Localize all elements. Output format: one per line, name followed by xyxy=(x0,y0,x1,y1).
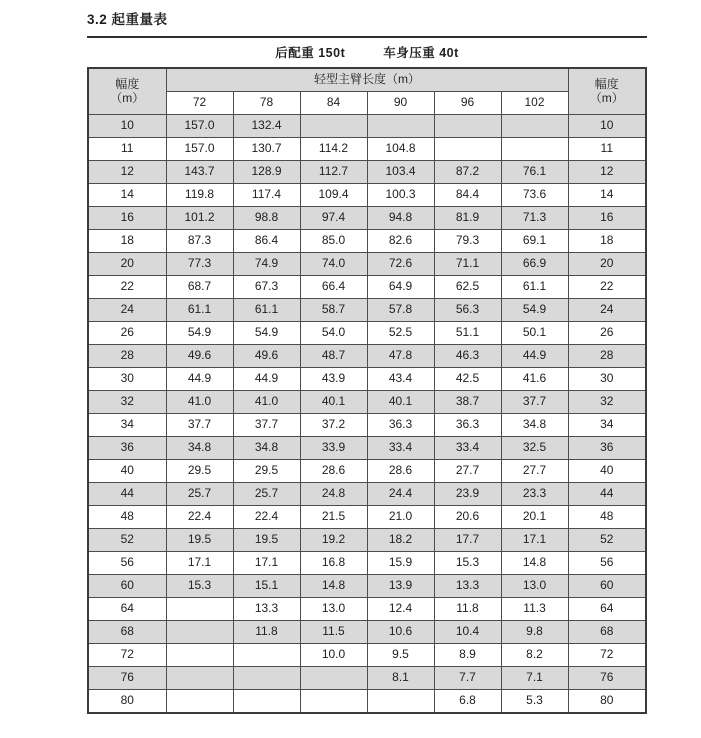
capacity-cell: 49.6 xyxy=(233,345,300,368)
capacity-cell: 54.9 xyxy=(501,299,568,322)
radius-cell-right: 12 xyxy=(568,161,646,184)
capacity-cell: 81.9 xyxy=(434,207,501,230)
capacity-cell: 51.1 xyxy=(434,322,501,345)
capacity-cell: 12.4 xyxy=(367,598,434,621)
capacity-cell: 8.9 xyxy=(434,644,501,667)
capacity-cell: 71.3 xyxy=(501,207,568,230)
table-row xyxy=(88,230,646,253)
capacity-cell: 54.0 xyxy=(300,322,367,345)
capacity-cell: 15.3 xyxy=(166,575,233,598)
radius-cell-left: 36 xyxy=(88,437,166,460)
boom-length-header: 90 xyxy=(367,92,434,115)
radius-cell-left: 16 xyxy=(88,207,166,230)
table-row xyxy=(88,621,646,644)
radius-cell-left: 14 xyxy=(88,184,166,207)
capacity-cell: 24.8 xyxy=(300,483,367,506)
capacity-cell: 61.1 xyxy=(501,276,568,299)
capacity-cell xyxy=(233,667,300,690)
capacity-cell: 14.8 xyxy=(300,575,367,598)
radius-cell-left: 30 xyxy=(88,368,166,391)
table-row xyxy=(88,506,646,529)
radius-cell-right: 72 xyxy=(568,644,646,667)
capacity-cell: 66.4 xyxy=(300,276,367,299)
capacity-cell: 19.5 xyxy=(166,529,233,552)
capacity-cell: 71.1 xyxy=(434,253,501,276)
capacity-cell: 94.8 xyxy=(367,207,434,230)
table-row xyxy=(88,345,646,368)
radius-cell-right: 48 xyxy=(568,506,646,529)
capacity-cell: 86.4 xyxy=(233,230,300,253)
capacity-cell: 5.3 xyxy=(501,690,568,714)
capacity-cell: 34.8 xyxy=(501,414,568,437)
radius-header-left: 幅度 （m） xyxy=(88,68,166,115)
capacity-cell: 27.7 xyxy=(434,460,501,483)
capacity-cell: 42.5 xyxy=(434,368,501,391)
capacity-cell: 40.1 xyxy=(300,391,367,414)
table-row xyxy=(88,437,646,460)
radius-header-right: 幅度 （m） xyxy=(568,68,646,115)
radius-cell-left: 18 xyxy=(88,230,166,253)
radius-cell-left: 80 xyxy=(88,690,166,714)
capacity-cell: 36.3 xyxy=(367,414,434,437)
capacity-cell: 11.8 xyxy=(233,621,300,644)
radius-cell-right: 76 xyxy=(568,667,646,690)
capacity-cell xyxy=(434,115,501,138)
capacity-cell: 15.3 xyxy=(434,552,501,575)
capacity-cell: 27.7 xyxy=(501,460,568,483)
capacity-cell: 14.8 xyxy=(501,552,568,575)
radius-cell-left: 48 xyxy=(88,506,166,529)
capacity-cell: 19.2 xyxy=(300,529,367,552)
capacity-cell: 112.7 xyxy=(300,161,367,184)
section-title: 3.2 起重量表 xyxy=(87,12,168,27)
table-row xyxy=(88,644,646,667)
capacity-cell: 41.0 xyxy=(233,391,300,414)
radius-cell-left: 20 xyxy=(88,253,166,276)
capacity-cell: 74.9 xyxy=(233,253,300,276)
capacity-cell: 76.1 xyxy=(501,161,568,184)
capacity-cell: 25.7 xyxy=(166,483,233,506)
capacity-cell: 82.6 xyxy=(367,230,434,253)
capacity-cell: 100.3 xyxy=(367,184,434,207)
radius-cell-left: 24 xyxy=(88,299,166,322)
capacity-cell: 13.3 xyxy=(233,598,300,621)
capacity-cell: 61.1 xyxy=(233,299,300,322)
capacity-cell: 18.2 xyxy=(367,529,434,552)
radius-cell-left: 28 xyxy=(88,345,166,368)
radius-cell-right: 26 xyxy=(568,322,646,345)
radius-cell-right: 30 xyxy=(568,368,646,391)
radius-cell-right: 40 xyxy=(568,460,646,483)
capacity-cell: 25.7 xyxy=(233,483,300,506)
capacity-cell: 8.2 xyxy=(501,644,568,667)
capacity-cell: 15.9 xyxy=(367,552,434,575)
radius-cell-right: 10 xyxy=(568,115,646,138)
radius-cell-right: 11 xyxy=(568,138,646,161)
table-row xyxy=(88,391,646,414)
capacity-cell: 7.7 xyxy=(434,667,501,690)
capacity-cell: 6.8 xyxy=(434,690,501,714)
capacity-cell: 13.9 xyxy=(367,575,434,598)
table-row xyxy=(88,460,646,483)
capacity-cell: 37.7 xyxy=(501,391,568,414)
capacity-cell xyxy=(233,644,300,667)
capacity-cell: 20.6 xyxy=(434,506,501,529)
table-row xyxy=(88,598,646,621)
capacity-cell: 29.5 xyxy=(166,460,233,483)
capacity-cell: 17.1 xyxy=(501,529,568,552)
capacity-cell: 119.8 xyxy=(166,184,233,207)
radius-cell-left: 44 xyxy=(88,483,166,506)
radius-cell-left: 32 xyxy=(88,391,166,414)
capacity-cell: 87.2 xyxy=(434,161,501,184)
radius-cell-right: 52 xyxy=(568,529,646,552)
table-row xyxy=(88,115,646,138)
capacity-cell: 48.7 xyxy=(300,345,367,368)
capacity-cell: 36.3 xyxy=(434,414,501,437)
capacity-cell xyxy=(434,138,501,161)
capacity-cell: 132.4 xyxy=(233,115,300,138)
capacity-cell: 33.4 xyxy=(434,437,501,460)
capacity-cell xyxy=(501,138,568,161)
capacity-cell: 20.1 xyxy=(501,506,568,529)
capacity-cell: 37.2 xyxy=(300,414,367,437)
capacity-cell: 117.4 xyxy=(233,184,300,207)
radius-cell-left: 60 xyxy=(88,575,166,598)
radius-cell-left: 64 xyxy=(88,598,166,621)
capacity-cell: 43.9 xyxy=(300,368,367,391)
capacity-cell: 10.6 xyxy=(367,621,434,644)
capacity-cell xyxy=(166,644,233,667)
capacity-cell xyxy=(233,690,300,714)
capacity-cell: 114.2 xyxy=(300,138,367,161)
capacity-cell: 43.4 xyxy=(367,368,434,391)
radius-cell-left: 10 xyxy=(88,115,166,138)
capacity-cell: 49.6 xyxy=(166,345,233,368)
capacity-cell: 17.1 xyxy=(233,552,300,575)
radius-cell-right: 68 xyxy=(568,621,646,644)
capacity-cell: 10.0 xyxy=(300,644,367,667)
radius-cell-right: 56 xyxy=(568,552,646,575)
capacity-cell: 44.9 xyxy=(501,345,568,368)
radius-cell-right: 28 xyxy=(568,345,646,368)
capacity-cell: 23.3 xyxy=(501,483,568,506)
radius-cell-right: 32 xyxy=(568,391,646,414)
capacity-cell: 13.0 xyxy=(300,598,367,621)
capacity-cell: 11.5 xyxy=(300,621,367,644)
boom-length-header: 96 xyxy=(434,92,501,115)
capacity-cell: 40.1 xyxy=(367,391,434,414)
radius-cell-left: 11 xyxy=(88,138,166,161)
table-header xyxy=(88,68,646,115)
table-row xyxy=(88,184,646,207)
radius-cell-right: 60 xyxy=(568,575,646,598)
capacity-cell: 37.7 xyxy=(166,414,233,437)
radius-cell-right: 44 xyxy=(568,483,646,506)
capacity-cell: 11.3 xyxy=(501,598,568,621)
capacity-cell xyxy=(166,690,233,714)
capacity-cell: 128.9 xyxy=(233,161,300,184)
radius-cell-left: 76 xyxy=(88,667,166,690)
load-chart-block xyxy=(87,36,647,714)
radius-cell-left: 22 xyxy=(88,276,166,299)
radius-cell-right: 24 xyxy=(568,299,646,322)
capacity-cell: 74.0 xyxy=(300,253,367,276)
capacity-cell: 10.4 xyxy=(434,621,501,644)
capacity-cell: 52.5 xyxy=(367,322,434,345)
capacity-cell: 109.4 xyxy=(300,184,367,207)
capacity-cell: 41.0 xyxy=(166,391,233,414)
capacity-cell: 15.1 xyxy=(233,575,300,598)
capacity-cell: 101.2 xyxy=(166,207,233,230)
radius-cell-right: 34 xyxy=(568,414,646,437)
capacity-cell: 17.1 xyxy=(166,552,233,575)
radius-cell-right: 64 xyxy=(568,598,646,621)
boom-length-group-header: 轻型主臂长度（m） xyxy=(166,68,568,92)
table-caption xyxy=(87,38,647,67)
table-row xyxy=(88,529,646,552)
capacity-cell: 56.3 xyxy=(434,299,501,322)
radius-cell-right: 18 xyxy=(568,230,646,253)
counterweight-label: 后配重 150t xyxy=(275,46,346,60)
table-row xyxy=(88,575,646,598)
boom-length-header: 102 xyxy=(501,92,568,115)
capacity-cell: 23.9 xyxy=(434,483,501,506)
table-row xyxy=(88,414,646,437)
table-row xyxy=(88,667,646,690)
capacity-cell: 50.1 xyxy=(501,322,568,345)
capacity-cell: 87.3 xyxy=(166,230,233,253)
capacity-cell: 58.7 xyxy=(300,299,367,322)
boom-length-header: 78 xyxy=(233,92,300,115)
table-row xyxy=(88,207,646,230)
capacity-cell: 157.0 xyxy=(166,115,233,138)
table-row xyxy=(88,138,646,161)
boom-length-header: 84 xyxy=(300,92,367,115)
capacity-cell: 47.8 xyxy=(367,345,434,368)
capacity-cell: 22.4 xyxy=(166,506,233,529)
capacity-cell xyxy=(367,690,434,714)
capacity-cell: 84.4 xyxy=(434,184,501,207)
capacity-cell xyxy=(367,115,434,138)
radius-cell-left: 52 xyxy=(88,529,166,552)
capacity-cell: 33.9 xyxy=(300,437,367,460)
capacity-cell: 44.9 xyxy=(166,368,233,391)
capacity-cell: 16.8 xyxy=(300,552,367,575)
table-row xyxy=(88,276,646,299)
radius-cell-right: 14 xyxy=(568,184,646,207)
capacity-cell: 46.3 xyxy=(434,345,501,368)
boom-length-header: 72 xyxy=(166,92,233,115)
capacity-cell: 17.7 xyxy=(434,529,501,552)
capacity-cell: 97.4 xyxy=(300,207,367,230)
capacity-cell: 19.5 xyxy=(233,529,300,552)
capacity-cell: 103.4 xyxy=(367,161,434,184)
capacity-cell: 79.3 xyxy=(434,230,501,253)
capacity-cell: 24.4 xyxy=(367,483,434,506)
capacity-cell: 34.8 xyxy=(233,437,300,460)
capacity-cell: 104.8 xyxy=(367,138,434,161)
capacity-cell: 72.6 xyxy=(367,253,434,276)
capacity-cell xyxy=(166,598,233,621)
capacity-cell: 73.6 xyxy=(501,184,568,207)
boom-length-row xyxy=(88,92,646,115)
radius-cell-left: 26 xyxy=(88,322,166,345)
capacity-cell: 37.7 xyxy=(233,414,300,437)
table-row xyxy=(88,322,646,345)
radius-cell-left: 72 xyxy=(88,644,166,667)
radius-cell-right: 20 xyxy=(568,253,646,276)
radius-cell-right: 22 xyxy=(568,276,646,299)
capacity-cell: 54.9 xyxy=(233,322,300,345)
capacity-cell: 7.1 xyxy=(501,667,568,690)
table-body xyxy=(88,115,646,714)
capacity-cell: 41.6 xyxy=(501,368,568,391)
capacity-cell: 9.5 xyxy=(367,644,434,667)
table-row xyxy=(88,161,646,184)
capacity-cell: 22.4 xyxy=(233,506,300,529)
capacity-cell: 61.1 xyxy=(166,299,233,322)
capacity-cell xyxy=(166,667,233,690)
capacity-cell: 32.5 xyxy=(501,437,568,460)
capacity-cell: 44.9 xyxy=(233,368,300,391)
capacity-cell: 34.8 xyxy=(166,437,233,460)
capacity-cell: 64.9 xyxy=(367,276,434,299)
capacity-cell: 85.0 xyxy=(300,230,367,253)
load-chart-table xyxy=(87,67,647,714)
capacity-cell: 57.8 xyxy=(367,299,434,322)
radius-cell-right: 36 xyxy=(568,437,646,460)
table-row xyxy=(88,253,646,276)
capacity-cell: 54.9 xyxy=(166,322,233,345)
capacity-cell: 33.4 xyxy=(367,437,434,460)
table-row xyxy=(88,552,646,575)
capacity-cell xyxy=(300,667,367,690)
capacity-cell: 157.0 xyxy=(166,138,233,161)
capacity-cell: 67.3 xyxy=(233,276,300,299)
capacity-cell: 8.1 xyxy=(367,667,434,690)
radius-cell-right: 80 xyxy=(568,690,646,714)
capacity-cell: 143.7 xyxy=(166,161,233,184)
capacity-cell: 68.7 xyxy=(166,276,233,299)
capacity-cell: 77.3 xyxy=(166,253,233,276)
capacity-cell: 29.5 xyxy=(233,460,300,483)
radius-cell-left: 68 xyxy=(88,621,166,644)
capacity-cell: 98.8 xyxy=(233,207,300,230)
capacity-cell: 38.7 xyxy=(434,391,501,414)
capacity-cell: 21.5 xyxy=(300,506,367,529)
capacity-cell: 13.0 xyxy=(501,575,568,598)
radius-cell-left: 12 xyxy=(88,161,166,184)
capacity-cell: 13.3 xyxy=(434,575,501,598)
table-row xyxy=(88,299,646,322)
carbody-weight-label: 车身压重 40t xyxy=(383,46,459,60)
table-row xyxy=(88,690,646,714)
capacity-cell: 21.0 xyxy=(367,506,434,529)
table-row xyxy=(88,368,646,391)
capacity-cell: 62.5 xyxy=(434,276,501,299)
table-row xyxy=(88,483,646,506)
capacity-cell: 28.6 xyxy=(367,460,434,483)
capacity-cell xyxy=(300,690,367,714)
capacity-cell: 66.9 xyxy=(501,253,568,276)
capacity-cell: 130.7 xyxy=(233,138,300,161)
capacity-cell: 9.8 xyxy=(501,621,568,644)
radius-cell-right: 16 xyxy=(568,207,646,230)
capacity-cell: 11.8 xyxy=(434,598,501,621)
capacity-cell: 28.6 xyxy=(300,460,367,483)
capacity-cell xyxy=(501,115,568,138)
capacity-cell xyxy=(300,115,367,138)
capacity-cell xyxy=(166,621,233,644)
radius-cell-left: 56 xyxy=(88,552,166,575)
capacity-cell: 69.1 xyxy=(501,230,568,253)
radius-cell-left: 34 xyxy=(88,414,166,437)
radius-cell-left: 40 xyxy=(88,460,166,483)
